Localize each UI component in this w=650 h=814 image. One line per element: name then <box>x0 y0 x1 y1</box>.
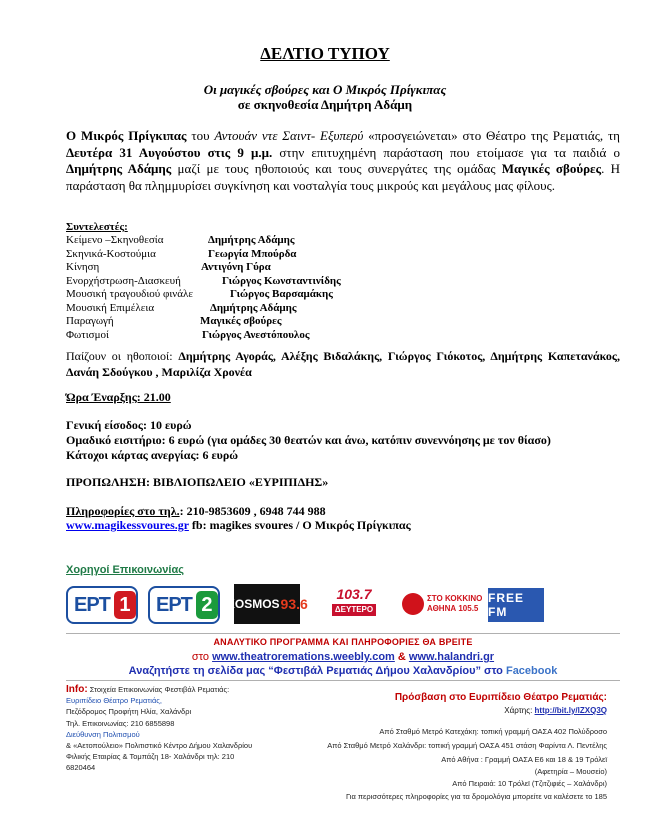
route-line: Από Αθήνα : Γραμμή ΟΑΣΑ Ε6 και 18 & 19 Τρόλεϊ <box>441 755 607 764</box>
credit-role: Φωτισμοί <box>66 328 109 341</box>
program-links-amp: & <box>394 651 409 663</box>
freefm-logo-text: FREE FM <box>488 591 525 619</box>
route-line: Από Πειραιά: 10 Τρόλεϊ (Τζιτζιφιές – Χαλάνδρι) <box>452 779 607 788</box>
info-phones <box>66 504 326 519</box>
program-box <box>66 633 620 681</box>
kosmos-logo-number: 93.6 <box>280 596 308 612</box>
intro-text-1: του <box>186 128 215 143</box>
ert1-logo-text: ΕΡΤ <box>74 593 110 616</box>
route-line: Από Σταθμό Μετρό Κατεχάκη: τοπική γραμμή ΟΑΣΑ 402 Πολύδροσο <box>379 727 607 736</box>
credit-name: Δημήτρης Αδάμης <box>208 234 295 246</box>
intro-director: Δημήτρης Αδάμης <box>66 161 172 176</box>
credit-name: Αντιγόνη Γύρα <box>201 261 271 273</box>
intro-text-5: . Η παράσταση θα πλημμυρίσει συγκίνηση και νοσταλγία τους μικρούς και μεγάλους μας φίλους. <box>66 161 620 193</box>
intro-paragraph <box>66 128 620 194</box>
info-web <box>66 518 411 533</box>
subtitle-line-2: σε σκηνοθεσία Δημήτρη Αδάμη <box>237 97 413 112</box>
deytero-logo-name: ΔΕΥΤΕΡΟ <box>332 604 376 616</box>
credits-heading: Συντελεστές: <box>66 221 128 233</box>
program-links-prefix: στο <box>191 651 213 663</box>
credit-role: Κείμενο –Σκηνοθεσία <box>66 234 164 246</box>
kosmos-logo <box>226 584 308 624</box>
intro-author: Αντουάν ντε Σαιντ- Εξυπερύ <box>214 128 364 143</box>
ert2-logo-number: 2 <box>196 591 218 619</box>
credit-name: Γιώργος Κωνσταντινίδης <box>222 274 341 287</box>
kosmos-logo-text: KOSMOS <box>226 597 280 611</box>
kokkino-line-2: ΑΘΗΝΑ 105.5 <box>427 604 479 613</box>
intro-date: Δευτέρα 31 Αυγούστου στις 9 μ.μ. <box>66 144 273 160</box>
intro-text-2: «προσγειώνεται» στο Θέατρο της Ρεματιάς, τη <box>363 128 620 143</box>
deytero-logo <box>332 584 376 624</box>
info-center-phone: 6820464 <box>66 763 96 773</box>
ert1-logo <box>66 586 138 624</box>
kokkino-star-icon <box>402 593 424 615</box>
map-label: Χάρτης: <box>504 706 535 715</box>
program-heading: ΑΝΑΛΥΤΙΚΟ ΠΡΟΓΡΑΜΜΑ ΚΑΙ ΠΛΗΡΟΦΟΡΙΕΣ ΘΑ ΒΡΕΙΤΕ <box>213 637 473 647</box>
info-label: Πληροφορίες στο τηλ. <box>66 504 180 518</box>
info-culture-dept: Διεύθυνση Πολιτισμού <box>66 729 140 739</box>
info-center-address: Φιλικής Εταιρίας & Τομπάζη 18- Χαλάνδρι τηλ: 210 <box>66 752 235 762</box>
route-line: (Αφετηρία – Μουσείο) <box>534 767 607 776</box>
actors-names: Δημήτρης Αγοράς, Αλέξης Βιδαλάκης, Γιώργος Γιόκοτος, Δημήτρης Καπετανάκος, Δανάη Σδούγκου , Μαριλίζα Χρονέα <box>66 349 620 379</box>
price-group: Ομαδικό εισιτήριο: 6 ευρώ (για ομάδες 30 θεατών και άνω, κατόπιν συνεννόησης με τον θίασο) <box>66 433 551 447</box>
presale-info: ΠΡΟΠΩΛΗΣΗ: ΒΙΒΛΙΟΠΩΛΕΙΟ «ΕΥΡΙΠΙΔΗΣ» <box>66 475 329 489</box>
credit-name: Γιώργος Ανεστόπουλος <box>202 328 310 341</box>
credit-role: Κίνηση <box>66 261 100 273</box>
credit-name: Γιώργος Βαρσαμάκης <box>230 288 333 300</box>
route-line: Από Σταθμό Μετρό Χαλάνδρι: τοπική γραμμή ΟΑΣΑ 451 στάση Φαρίντα Λ. Πεντέλης <box>327 741 607 750</box>
document-title: ΔΕΛΤΙΟ ΤΥΠΟΥ <box>260 44 390 63</box>
info-address: Πεζόδρομος Προφήτη Ηλία, Χαλάνδρι <box>66 707 192 717</box>
info-heading-rest: Στοιχεία Επικοινωνίας Φεστιβάλ Ρεματιάς: <box>87 685 230 694</box>
kokkino-line-1: ΣΤΟ ΚΟΚΚΙΝΟ <box>427 594 483 603</box>
subtitle-line-1: Οι μαγικές σβούρες και Ο Μικρός Πρίγκιπας <box>203 82 447 97</box>
intro-text-3: στην επιτυχημένη παράσταση που ετοίμασε για τα παιδιά ο <box>272 144 620 160</box>
info-theatre-name: Ευριπίδειο Θέατρο Ρεματιάς, <box>66 696 162 706</box>
map-line <box>380 706 607 715</box>
credit-name: Μαγικές σβούρες <box>200 315 282 327</box>
program-links <box>66 651 620 663</box>
info-phone: Τηλ. Επικοινωνίας: 210 6855898 <box>66 718 175 728</box>
credit-name: Δημήτρης Αδάμης <box>210 301 297 314</box>
program-facebook <box>66 665 620 677</box>
price-unemployed: Κάτοχοι κάρτας ανεργίας: 6 ευρώ <box>66 448 239 462</box>
credit-role: Μουσική τραγουδιού φινάλε <box>66 288 193 300</box>
map-link[interactable]: http://bit.ly/lZXQ3Q <box>534 706 607 715</box>
info-phone-numbers: : 210-9853609 , 6948 744 988 <box>179 504 326 518</box>
sponsor-logos <box>66 580 586 630</box>
website-link[interactable]: www.magikessvoures.gr <box>66 518 189 532</box>
credit-role: Παραγωγή <box>66 315 114 327</box>
credit-role: Σκηνικά-Κοστούμια <box>66 247 156 260</box>
actors-paragraph <box>66 348 620 380</box>
halandri-site-link[interactable]: www.halandri.gr <box>408 651 495 663</box>
theatro-site-link[interactable]: www.theatroremations.weebly.com <box>212 651 395 663</box>
ert1-logo-number: 1 <box>114 591 136 619</box>
credit-row <box>66 315 566 331</box>
credit-role: Ενορχήστρωση-Διασκευή <box>66 274 181 287</box>
intro-text-4: μαζί με τους ηθοποιούς και τους συνεργάτες της ομάδας <box>171 161 502 176</box>
deytero-logo-number: 103.7 <box>336 586 372 602</box>
facebook-link[interactable]: Facebook <box>505 665 558 677</box>
ert2-logo <box>148 586 220 624</box>
intro-troupe: Μαγικές σβούρες <box>501 161 602 176</box>
info-cultural-center: & «Αετοπούλειο» Πολιτιστικό Κέντρο Δήμου Χαλανδρίου <box>66 741 253 751</box>
route-line: Για περισσότερες πληροφορίες για τα δρομολόγια μπορείτε να καλέσετε το 185 <box>345 792 607 801</box>
program-facebook-text: Αναζητήστε τη σελίδα μας “Φεστιβάλ Ρεματιάς Δήμου Χαλανδρίου” στο <box>128 665 506 677</box>
sponsors-label: Χορηγοί Επικοινωνίας <box>66 564 184 576</box>
credit-name: Γεωργία Μπούρδα <box>208 247 297 260</box>
freefm-logo <box>488 588 544 622</box>
facebook-text: fb: magikes svoures / Ο Μικρός Πρίγκιπας <box>188 518 411 532</box>
info-heading: Info: <box>66 684 88 695</box>
kokkino-logo <box>402 584 484 624</box>
start-time: Ώρα Έναρξης: 21.00 <box>66 390 171 404</box>
ert2-logo-text: ΕΡΤ <box>156 593 192 616</box>
access-title: Πρόσβαση στο Ευριπίδειο Θέατρο Ρεματιάς: <box>394 692 607 703</box>
actors-label: Παίζουν οι ηθοποιοί: <box>66 349 179 363</box>
kokkino-logo-text <box>427 594 482 614</box>
credit-role: Μουσική Επιμέλεια <box>66 301 155 314</box>
intro-show-title: Ο Μικρός Πρίγκιπας <box>66 128 187 143</box>
price-general: Γενική είσοδος: 10 ευρώ <box>66 418 192 432</box>
